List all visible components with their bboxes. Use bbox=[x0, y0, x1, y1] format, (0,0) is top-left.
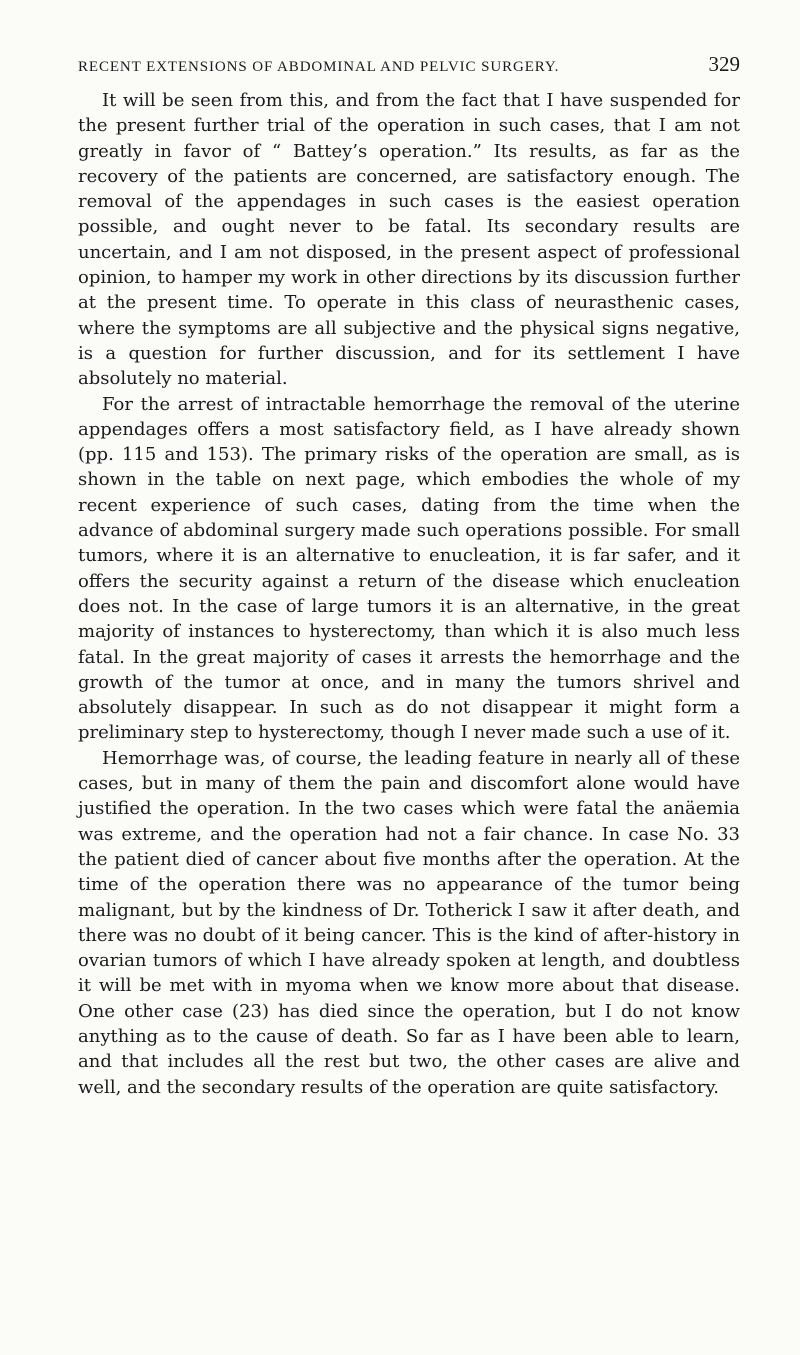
page-number: 329 bbox=[708, 52, 740, 76]
paragraph-case-results: Hemorrhage was, of course, the leading feature in nearly all of these cases, but in many of them the pain and discomfort alone would have justified the operation. In the two cases which were fatal the anäemia was extreme, and the operation had not a fair chance. In case No. 33 the patient died of cancer about five months after the operation. At the time of the operation there was no appearance of the tumor being malignant, but by the kindness of Dr. Totherick I saw it after death, and there was no doubt of it being cancer. This is the kind of after-history in ovarian tumors of which I have already spoken at length, and doubtless it will be met with in myoma when we know more about that disease. One other case (23) has died since the operation, but I do not know anything as to the cause of death. So far as I have been able to learn, and that includes all the rest but two, the other cases are alive and well, and the secondary results of the operation are quite satisfactory. bbox=[78, 747, 740, 1098]
running-title: RECENT EXTENSIONS OF ABDOMINAL AND PELVIC SURGERY. bbox=[78, 59, 560, 75]
paragraph-hemorrhage-arrest: For the arrest of intractable hemorrhage the removal of the uterine appendages offers a most satisfactory field, as I have already shown (pp. 115 and 153). The primary risks of the operation are small, as is shown in the table on next page, which embodies the whole of my recent experience of such cases, dating from the time when the advance of abdominal surgery made such operations possible. For small tumors, where it is an alternative to enucleation, it is far safer, and it offers the security against a return of the disease which enucleation does not. In the case of large tumors it is an alternative, in the great majority of instances to hysterectomy, than which it is also much less fatal. In the great majority of cases it arrests the hemorrhage and the growth of the tumor at once, and in many the tumors shrivel and absolutely disappear. In such as do not disappear it might form a preliminary step to hysterectomy, though I never made such a use of it. bbox=[78, 393, 740, 744]
book-page bbox=[78, 52, 740, 1100]
running-head bbox=[78, 52, 740, 80]
body-text bbox=[78, 88, 740, 1100]
paragraph-battey-operation: It will be seen from this, and from the fact that I have suspended for the present further trial of the operation in such cases, that I am not greatly in favor of “ Battey’s operation.” Its results, as far as the recovery of the patients are concerned, are satisfactory enough. The removal of the appendages in such cases is the easiest operation possible, and ought never to be fatal. Its secondary results are uncertain, and I am not disposed, in the present aspect of professional opinion, to hamper my work in other directions by its discussion further at the present time. To operate in this class of neurasthenic cases, where the symptoms are all subjective and the physical signs negative, is a question for further discussion, and for its settlement I have absolutely no material. bbox=[78, 90, 740, 390]
